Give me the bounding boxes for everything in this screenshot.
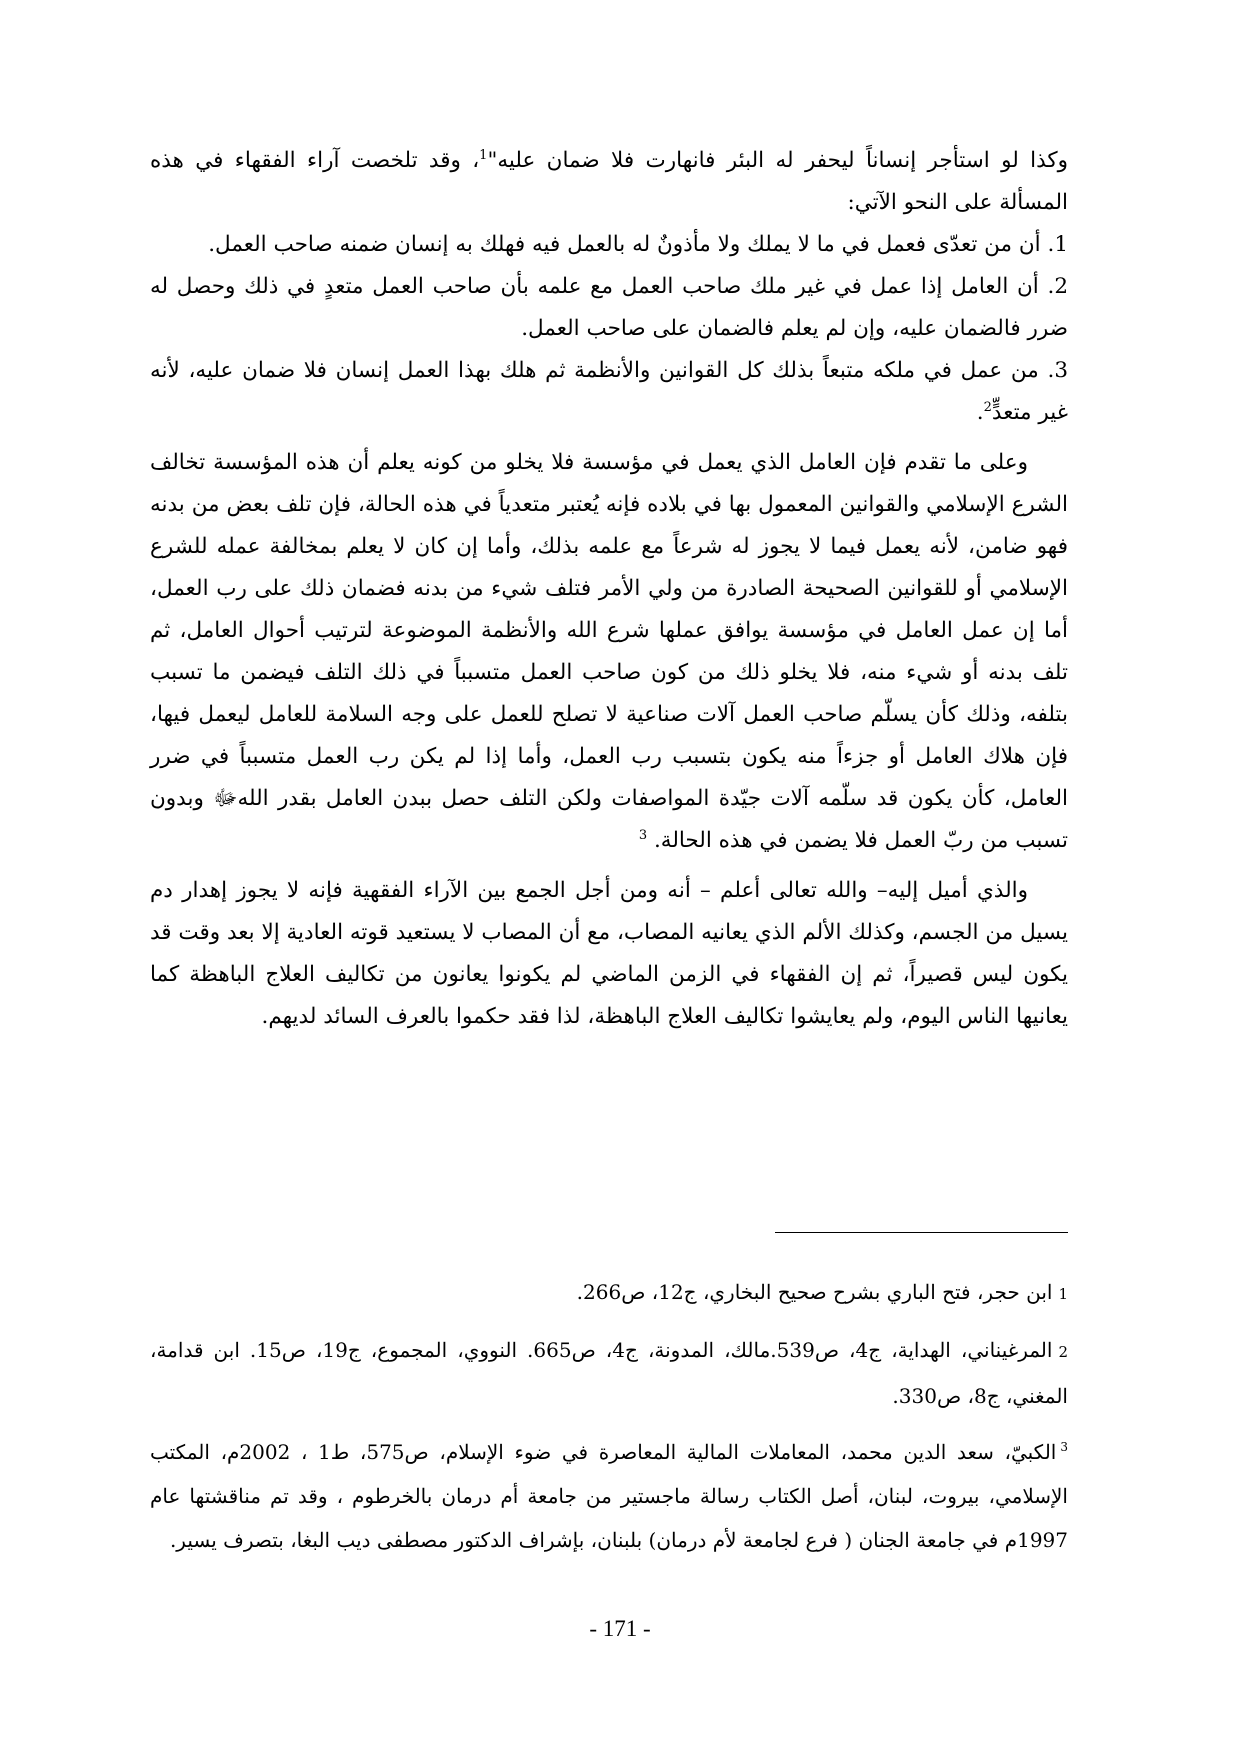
paragraph-2-text: وعلى ما تقدم فإن العامل الذي يعمل في مؤسسة فلا يخلو من كونه يعلم أن هذه المؤسسة تخالف الشرع الإسلامي والقوانين المعمول بها في بلاده فإنه يُعتبر متعدياً في هذه الحالة، فإن تلف بعض من بدنه فهو ضامن، لأنه يعمل فيما لا يجوز له شرعاً مع علمه بذلك، وأما إن كان لا يعلم بمخالفة عمله للشرع الإسلامي أو للقوانين الصحيحة الصادرة من ولي الأمر فتلف شيء من بدنه فضمان ذلك على رب العمل، أما إن عمل العامل في مؤسسة يوافق عملها شرع الله والأنظمة الموضوعة لترتيب أحوال العامل، ثم تلف بدنه أو شيء منه، فلا يخلو ذلك من كون صاحب العمل متسبباً في ذلك التلف فيضمن ما تسبب بتلفه، وذلك كأن يسلّم صاحب العمل آلات صناعية لا تصلح للعمل على وجه السلامة للعامل ليعمل فيها، فإن هلاك العامل أو جزءاً منه يكون بتسبب رب العمل، وأما إذا لم يكن رب العمل متسبباً في ضرر العامل، كأن يكون قد سلّمه آلات جيّدة المواصفات ولكن التلف حصل ببدن العامل بقدر اللهﷻ وبدون تسبب من ربّ العمل فلا يضمن في هذه الحالة. — [150, 450, 1068, 853]
footnote-text: ابن حجر، فتح الباري بشرح صحيح البخاري، ج12، ص266. — [576, 1280, 1053, 1304]
list-item-1: 1. أن من تعدّى فعمل في ما لا يملك ولا مأذونٌ له بالعمل فيه فهلك به إنسان ضمنه صاحب العمل. — [208, 232, 1068, 257]
intro-paragraph — [150, 140, 1068, 224]
footnote-1 — [150, 1270, 1068, 1316]
list-item-3-text: 3. من عمل في ملكه متبعاً بذلك كل القوانين والأنظمة ثم هلك بهذا العمل إنسان فلا ضمان عليه، لأنه غير متعدٍّ — [150, 358, 1068, 425]
footnote-number: 1 — [1058, 1285, 1068, 1303]
footnote-2 — [150, 1328, 1068, 1418]
intro-text-part1: وكذا لو استأجر إنساناً ليحفر له البئر فانهارت فلا ضمان عليه" — [487, 148, 1068, 173]
footnote-number: 3 — [1060, 1440, 1068, 1455]
footnote-text: الكبيّ، سعد الدين محمد، المعاملات المالية المعاصرة في ضوء الإسلام، ص575، ط1 ، 2002م، المكتب الإسلامي، بيروت، لبنان، أصل الكتاب رسالة ماجستير من جامعة أم درمان بالخرطوم ، وقد تم مناقشتها عام 1997م في جامعة الجنان ( فرع لجامعة لأم درمان) بلبنان، بإشراف الدكتور مصطفى ديب البغا، بتصرف يسير. — [150, 1440, 1068, 1552]
paragraph-3: والذي أميل إليه– والله تعالى أعلم – أنه ومن أجل الجمع بين الآراء الفقهية فإنه لا يجوز إهدار دم يسيل من الجسم، وكذلك الألم الذي يعانيه المصاب، مع أن المصاب لا يستعيد قوته العادية إلا بعد وقت قد يكون ليس قصيراً، ثم إن الفقهاء في الزمن الماضي لم يكونوا يعانون من تكاليف العلاج الباهظة كما يعانيها الناس اليوم، ولم يعايشوا تكاليف العلاج الباهظة، لذا فقد حكموا بالعرف السائد لديهم. — [149, 878, 1068, 1029]
footnote-number: 2 — [1058, 1343, 1068, 1361]
footnotes — [150, 1270, 1068, 1574]
page-number: - 171 - — [589, 1616, 651, 1641]
paragraph-2 — [150, 442, 1068, 862]
footnote-separator — [775, 1232, 1068, 1233]
spacer — [150, 434, 1068, 442]
footnote-ref-1[interactable]: 1 — [479, 147, 488, 163]
intro-text-part2: ، وقد تلخصت آراء الفقهاء في هذه المسألة على النحو الآتي: — [150, 148, 1068, 215]
footnote-text: المرغيناني، الهداية، ج4، ص539.مالك، المدونة، ج4، ص665. النووي، المجموع، ج19، ص15. ابن قدامة، المغني، ج8، ص330. — [150, 1338, 1068, 1408]
footnote-ref-2[interactable]: 2 — [983, 399, 992, 415]
list-item-3-end: . — [976, 400, 984, 425]
spacer — [150, 862, 1068, 870]
footnote-ref-3[interactable]: 3 — [638, 827, 648, 843]
footnote-3 — [150, 1430, 1068, 1562]
main-text — [150, 140, 1068, 1038]
list-item-3 — [150, 350, 1068, 434]
list-item-2: 2. أن العامل إذا عمل في غير ملك صاحب العمل مع علمه بأن صاحب العمل متعدٍ في ذلك وحصل له ضرر فالضمان عليه، وإن لم يعلم فالضمان على صاحب العمل. — [150, 274, 1068, 341]
